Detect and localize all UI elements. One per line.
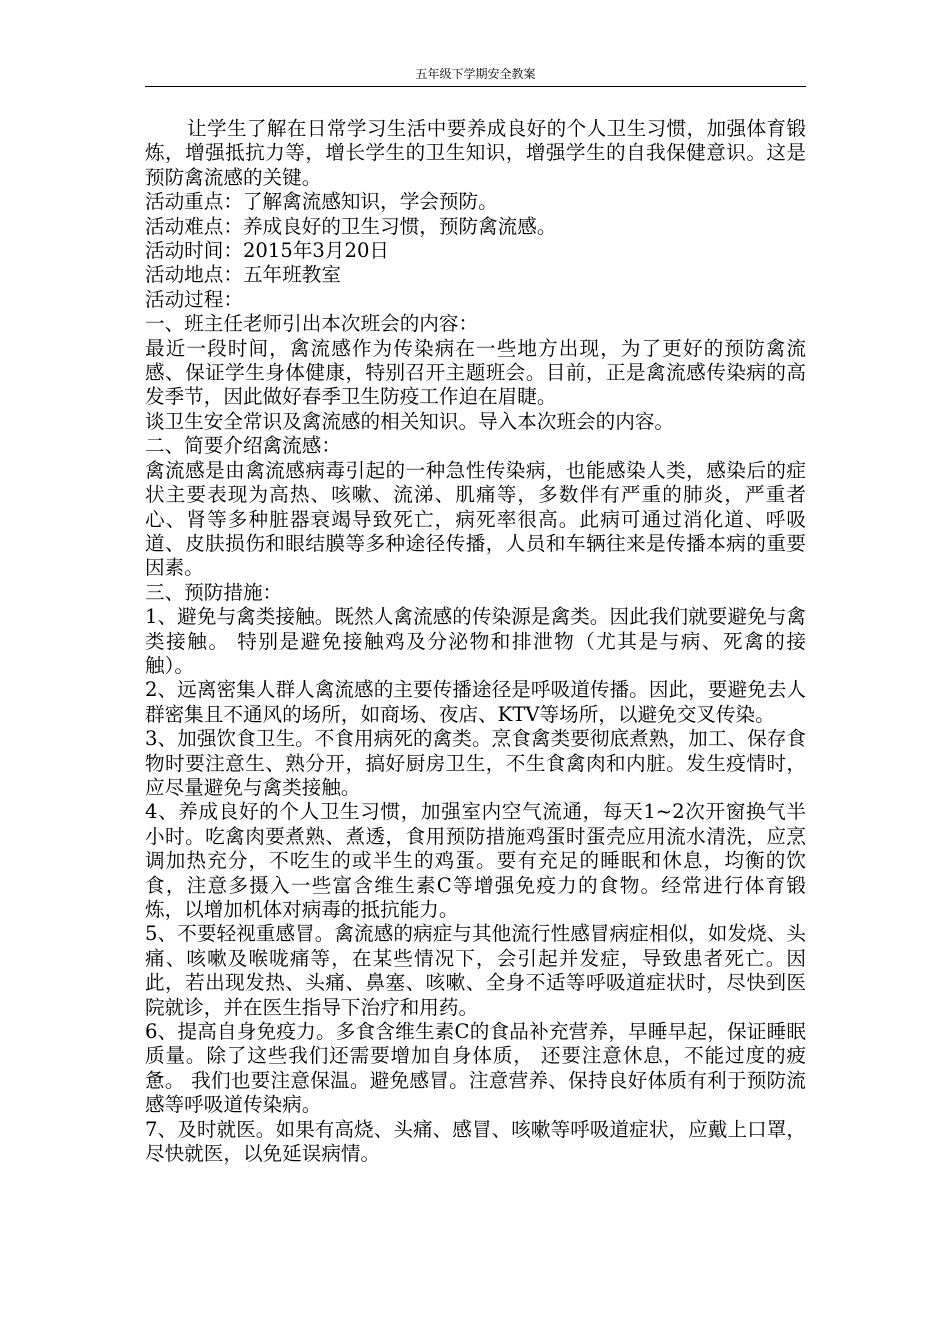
section-2-paragraph: 禽流感是由禽流感病毒引起的一种急性传染病，也能感染人类，感染后的症状主要表现为高热、咳嗽、流涕、肌痛等，多数伴有严重的肺炎，严重者心、肾等多种脏器衰竭导致死亡，病死率很高。此病可通过消化道、呼吸道、皮肤损伤和眼结膜等多种途径传播，人员和车辆往来是传播本病的重要因素。 (145, 458, 806, 580)
activity-difficulty: 活动难点：养成良好的卫生习惯，预防禽流感。 (145, 214, 557, 238)
measure-item-4: 4、养成良好的个人卫生习惯，加强室内空气流通，每天1~2次开窗换气半小时。吃禽肉要煮熟、煮透，食用预防措施鸡蛋时蛋壳应用流水清洗，应烹调加热充分，不吃生的或半生的鸡蛋。要有充足的睡眠和休息，均衡的饮食，注意多摄入一些富含维生素C等增强免疫力的食物。经常进行体育锻炼，以增加机体对病毒的抵抗能力。 (145, 800, 806, 921)
activity-process-heading: 活动过程： (145, 287, 243, 311)
section-1-paragraph: 谈卫生安全常识及禽流感的相关知识。导入本次班会的内容。 (145, 409, 675, 433)
measure-item-7: 7、及时就医。如果有高烧、头痛、感冒、咳嗽等呼吸道症状，应戴上口罩，尽快就医，以免延误病情。 (145, 1117, 806, 1166)
document-body (145, 117, 806, 1166)
section-heading-2: 二、简要介绍禽流感： (145, 434, 341, 458)
activity-location: 活动地点：五年班教室 (145, 263, 341, 287)
measure-item-3: 3、加强饮食卫生。不食用病死的禽类。烹食禽类要彻底煮熟，加工、保存食物时要注意生、熟分开，搞好厨房卫生，不生食禽肉和内脏。发生疫情时，应尽量避免与禽类接触。 (145, 727, 806, 799)
section-heading-3: 三、预防措施： (145, 580, 283, 604)
section-1-paragraph: 最近一段时间，禽流感作为传染病在一些地方出现，为了更好的预防禽流感、保证学生身体健康，特别召开主题班会。目前，正是禽流感传染病的高发季节，因此做好春季卫生防疫工作迫在眉睫。 (145, 336, 806, 409)
page-header: 五年级下学期安全教案 (415, 67, 536, 81)
intro-paragraph: 让学生了解在日常学习生活中要养成良好的个人卫生习惯，加强体育锻炼，增强抵抗力等，增长学生的卫生知识，增强学生的自我保健意识。这是预防禽流感的关键。 (145, 117, 806, 189)
measure-item-2: 2、远离密集人群人禽流感的主要传播途径是呼吸道传播。因此，要避免去人群密集且不通风的场所，如商场、夜店、KTV等场所，以避免交叉传染。 (145, 678, 806, 726)
measure-item-1: 1、避免与禽类接触。既然人禽流感的传染源是禽类。因此我们就要避免与禽类接触。 特别是避免接触鸡及分泌物和排泄物（尤其是与病、死禽的接触）。 (145, 605, 806, 677)
measure-item-6: 6、提高自身免疫力。多食含维生素C的食品补充营养，早睡早起，保证睡眠质量。除了这些我们还需要增加自身体质， 还要注意休息，不能过度的疲惫。 我们也要注意保温。避免感冒。注意营养、保持良好体质有利于预防流感等呼吸道传染病。 (145, 1020, 806, 1117)
measure-item-5: 5、不要轻视重感冒。禽流感的病症与其他流行性感冒病症相似，如发烧、头痛、咳嗽及喉咙痛等，在某些情况下，会引起并发症，导致患者死亡。因此，若出现发热、头痛、鼻塞、咳嗽、全身不适等呼吸道症状时，尽快到医院就诊，并在医生指导下治疗和用药。 (145, 922, 806, 1019)
section-heading-1: 一、班主任老师引出本次班会的内容： (145, 312, 479, 336)
activity-focus: 活动重点：了解禽流感知识，学会预防。 (145, 190, 498, 214)
activity-time: 活动时间：2015年3月20日 (145, 239, 390, 263)
header-divider (145, 86, 806, 87)
